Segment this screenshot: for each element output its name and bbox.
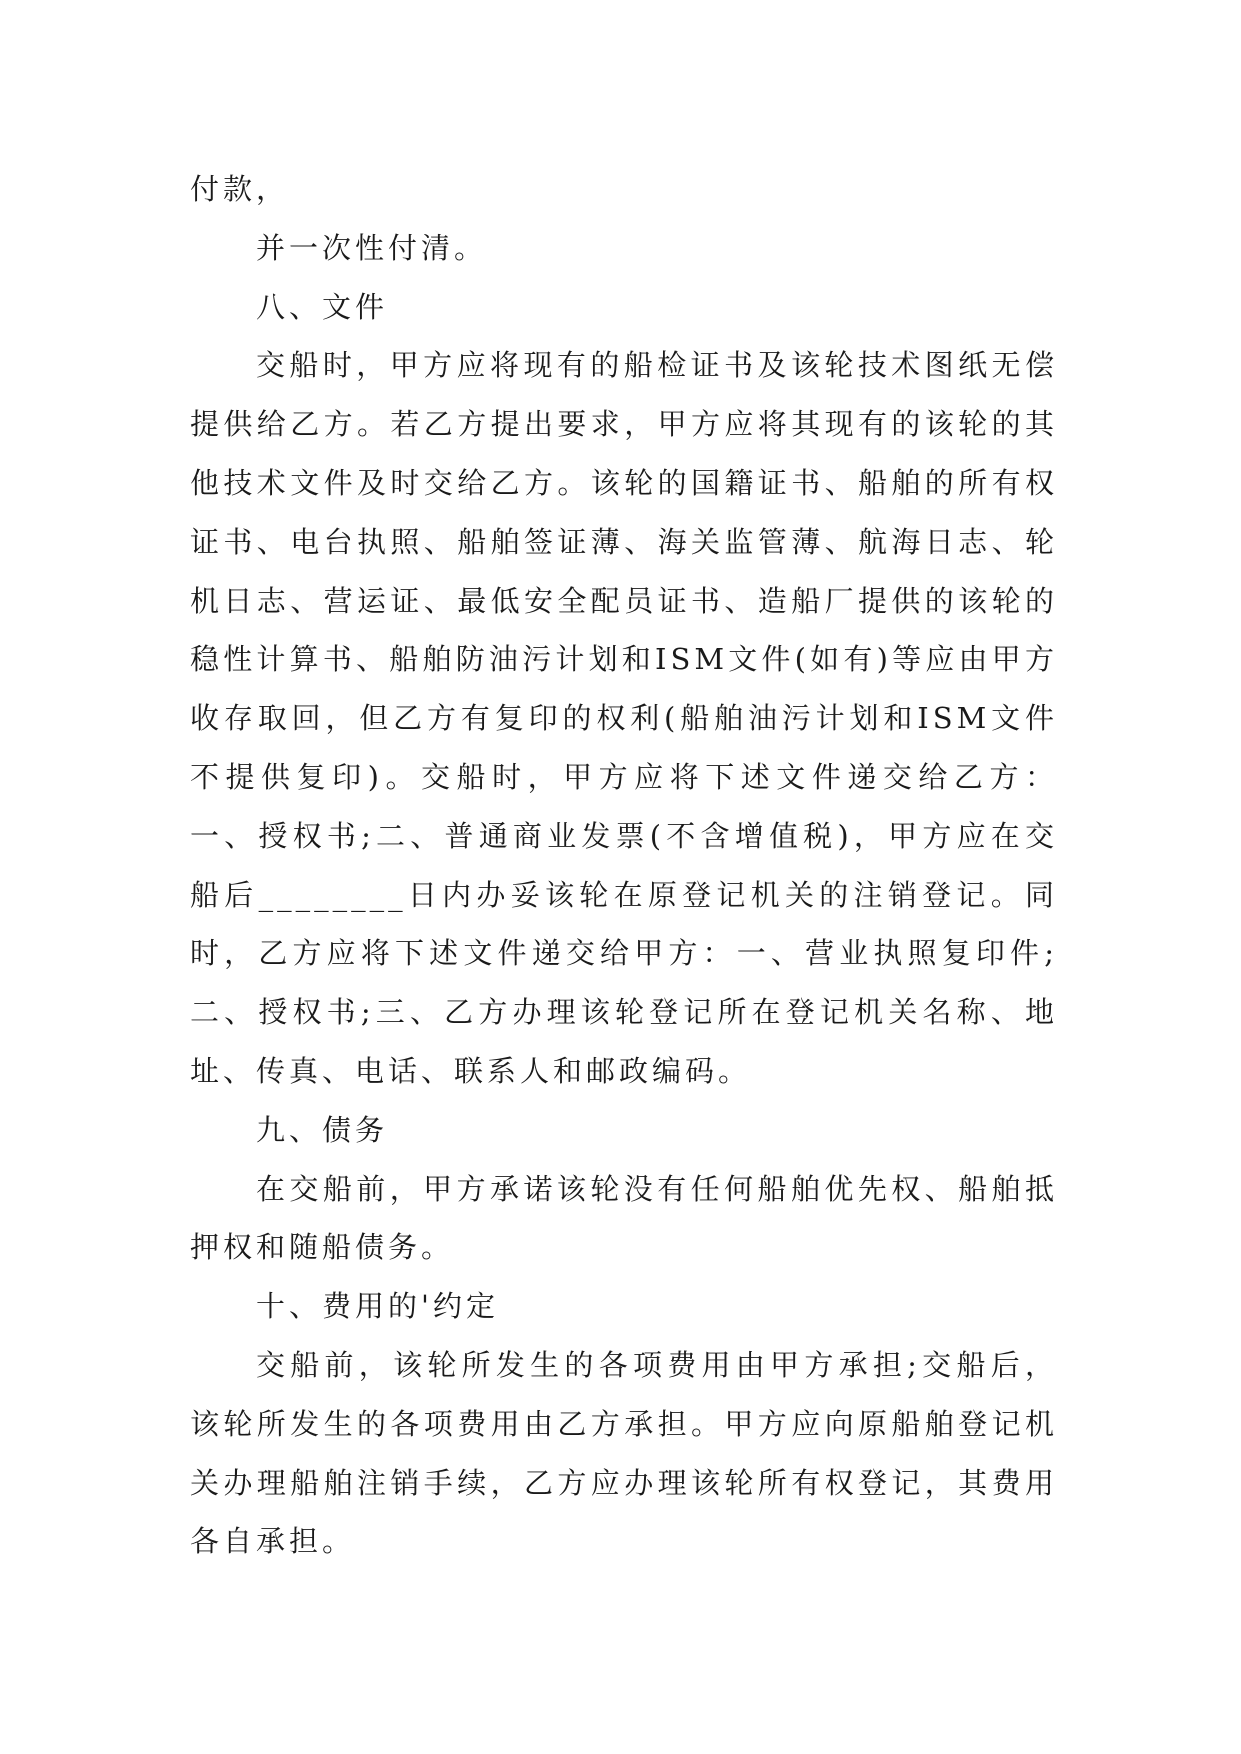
document-body [190,160,1058,1571]
paragraph-debts: 在交船前，甲方承诺该轮没有任何船舶优先权、船舶抵押权和随船债务。 [190,1171,1058,1265]
paragraph-payment-continued: 付款， [190,172,290,206]
section-heading-debts: 九、债务 [256,1112,389,1147]
section-heading-fees: 十、费用的'约定 [256,1289,499,1324]
section-heading-documents: 八、文件 [256,289,389,324]
paragraph-fees: 交船前，该轮所发生的各项费用由甲方承担;交船后，该轮所发生的各项费用由乙方承担。甲方应向原船舶登记机关办理船舶注销手续，乙方应办理该轮所有权登记，其费用各自承担。 [190,1347,1058,1559]
paragraph-payment-once: 并一次性付清。 [256,230,488,265]
paragraph-documents: 交船时，甲方应将现有的船检证书及该轮技术图纸无偿提供给乙方。若乙方提出要求，甲方应将其现有的该轮的其他技术文件及时交给乙方。该轮的国籍证书、船舶的所有权证书、电台执照、船舶签证薄、海关监管薄、航海日志、轮机日志、营运证、最低安全配员证书、造船厂提供的该轮的稳性计算书、船舶防油污计划和ISM文件(如有)等应由甲方收存取回，但乙方有复印的权利(船舶油污计划和ISM文件不提供复印)。交船时，甲方应将下述文件递交给乙方：一、授权书;二、普通商业发票(不含增值税)，甲方应在交船后________日内办妥该轮在原登记机关的注销登记。同时，乙方应将下述文件递交给甲方：一、营业执照复印件;二、授权书;三、乙方办理该轮登记所在登记机关名称、地址、传真、电话、联系人和邮政编码。 [190,348,1058,1088]
